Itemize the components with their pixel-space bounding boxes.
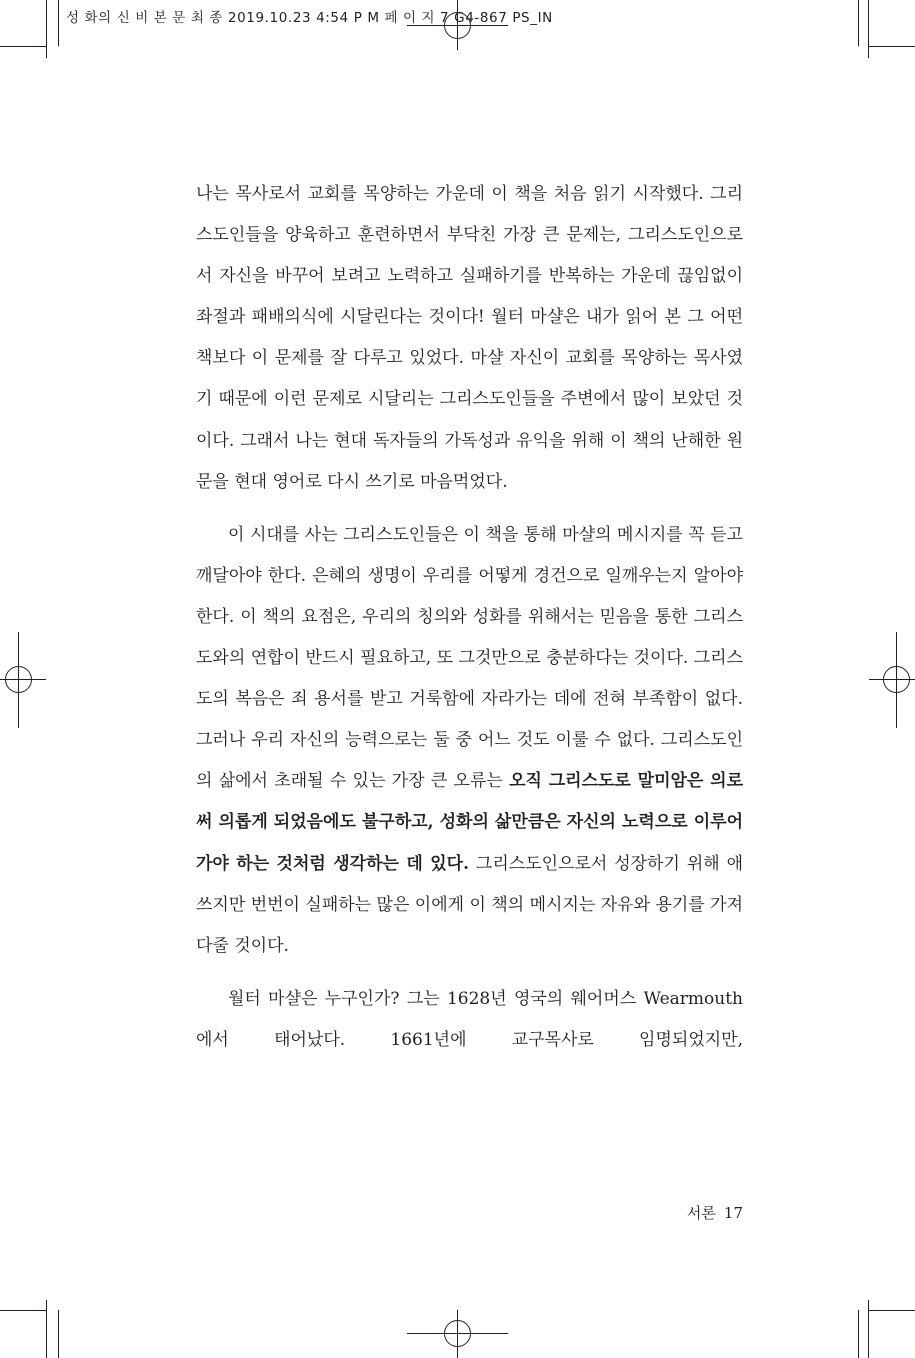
paragraph-2-emphasis: 오직 그리스도로 말미암은 의로써 의롭게 되었음에도 불구하고, 성화의 삶만큼은 자신의 노력으로 이루어 가야 하는 것처럼 생각하는 데 있다. — [196, 771, 743, 874]
registration-mark-left — [0, 632, 46, 728]
footer-section-title: 서론 — [686, 1204, 716, 1222]
body-text — [196, 174, 743, 1061]
registration-mark-top — [407, 0, 508, 50]
paragraph-1: 나는 목사로서 교회를 목양하는 가운데 이 책을 처음 읽기 시작했다. 그리스도인들을 양육하고 훈련하면서 부닥친 가장 큰 문제는, 그리스도인으로서 자신을 바꾸어 보려고 노력하고 실패하기를 반복하는 가운데 끊임없이 좌절과 패배의식에 시달린다는 것이다! 월터 마샬은 내가 읽어 본 그 어떤 책보다 이 문제를 잘 다루고 있었다. 마샬 자신이 교회를 목양하는 목사였기 때문에 이런 문제로 시달리는 그리스도인들을 주변에서 많이 보았던 것이다. 그래서 나는 현대 독자들의 가독성과 유익을 위해 이 책의 난해한 원문을 현대 영어로 다시 쓰기로 마음먹었다. — [196, 184, 743, 492]
registration-mark-bottom — [407, 1310, 508, 1358]
page-footer — [687, 1202, 743, 1223]
paragraph-2-text-after: 그리스도인으로서 성장하기 위해 애쓰지만 번번이 실패하는 많은 이에게 이 책의 메시지는 자유와 용기를 가져다줄 것이다. — [196, 853, 744, 956]
print-slug-line: 성 화의 신 비 본 문 최 종 2019.10.23 4:54 P M 페 이 지 7 G4-867 PS_IN — [66, 10, 553, 26]
paragraph-3: 월터 마샬은 누구인가? 그는 1628년 영국의 웨어머스 Wearmouth에서 태어났다. 1661년에 교구목사로 임명되었지만, — [196, 988, 743, 1050]
paragraph-2-text-before: 이 시대를 사는 그리스도인들은 이 책을 통해 마샬의 메시지를 꼭 듣고 깨달아야 한다. 은혜의 생명이 우리를 어떻게 경건으로 일깨우는지 알아야 한다. 이 책의 요점은, 우리의 칭의와 성화를 위해서는 믿음을 통한 그리스도와의 연합이 반드시 필요하고, 또 그것만으로 충분하다는 것이다. 그리스도의 복음은 죄 용서를 받고 거룩함에 자라가는 데에 전혀 부족함이 없다. 그러나 우리 자신의 능력으로는 둘 중 어느 것도 이룰 수 없다. 그리스도인의 삶에서 초래될 수 있는 가장 큰 오류는 — [196, 524, 743, 792]
page-number: 17 — [723, 1204, 743, 1222]
paragraph-2 — [196, 515, 743, 967]
registration-mark-right — [869, 632, 915, 728]
